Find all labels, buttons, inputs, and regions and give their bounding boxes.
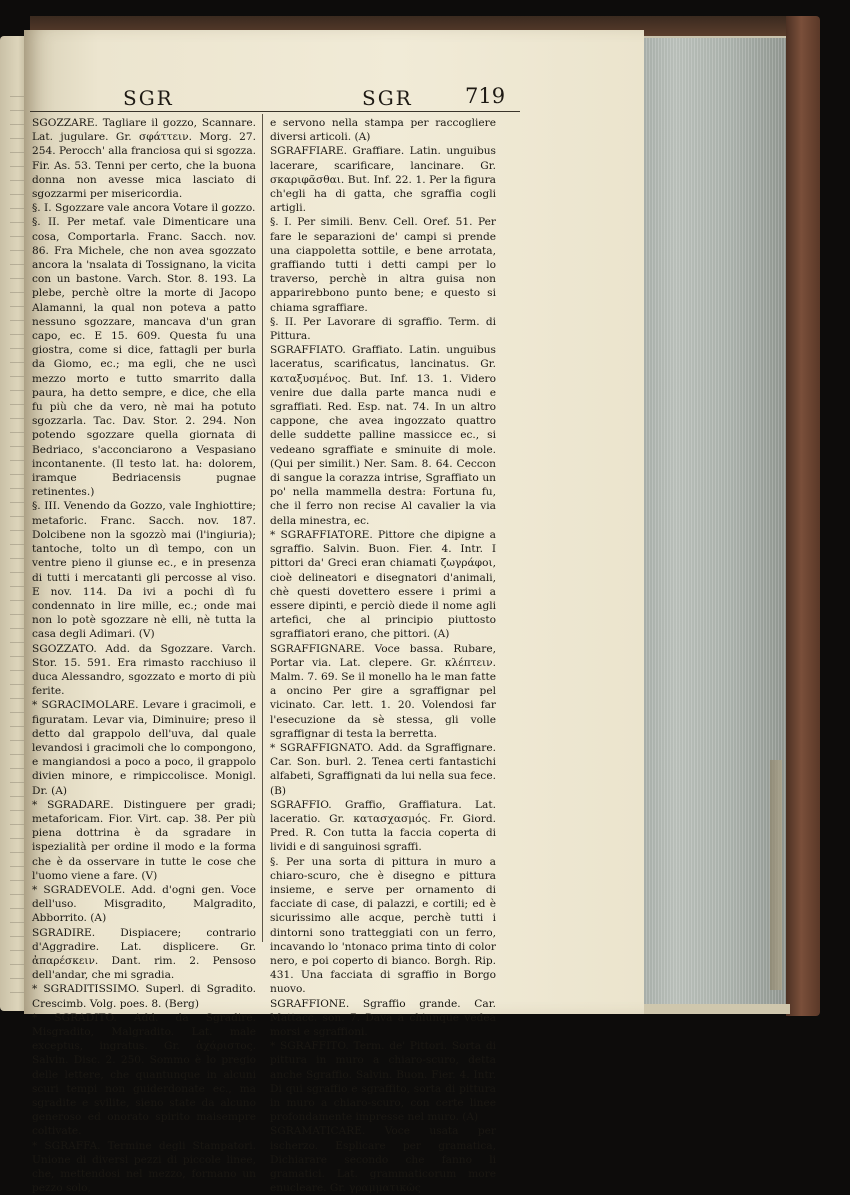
dictionary-entry: * SGRAFFIATORE. Pittore che dipigne a sgraffio. Salvin. Buon. Fier. 4. Intr. I pittori da' Greci eran chiamati ζωγράφοι, cioè delineatori e disegnatori d'animali, chè questi dovettero essere i primi a essere dipinti, e perciò diede il nome agli artefici, che al principio piuttosto sgraffiatori erano, che pittori. (A) [270,528,496,641]
dictionary-entry: SGRAMATICARE. Voce usata per ischerzo. Esplicare per gramatica, Dichiarare secondo che fanno li gramatici. Lat. grammaticorum more enucleare. Gr. γραμματικῶς [270,1125,496,1195]
dictionary-entry: §. I. Sgozzare vale ancora Votare il gozzo. [32,202,256,215]
right-column [270,116,496,1195]
dictionary-entry: §. III. Venendo da Gozzo, vale Inghiottire; metaforic. Franc. Sacch. nov. 187. Dolcibene non la sgozzò mai (l'ingiuria); tantoche, tolto un dì tempo, con un ventre pieno il giunse ec., e in presenza di tutti i mercatanti gli percosse al viso. E nov. 114. Da ivi a pochi dì fu condennato in lire mille, ec.; onde mai non lo potè sgozzare nè elli, nè tutta la casa degli Adimari. (V) [32,500,256,641]
page-block-edge [628,36,786,1010]
dictionary-entry: SGRAFFIO. Graffio, Graffiatura. Lat. laceratio. Gr. κατασχασμός. Fr. Giord. Pred. R. Con tutta la faccia coperta di lividi e di sanguinosi sgraffi. [270,798,496,854]
dictionary-entry: SGRAFFIATO. Graffiato. Latin. unguibus laceratus, scarificatus, lancinatus. Gr. καταξυσμένος. But. Inf. 13. 1. Videro venire due dalla parte manca nudi e sgraffiati. Red. Esp. nat. 74. In un altro cappone, che avea ingozzato quattro delle suddette palline massicce ec., si vedeano sgraffiate e sminuite di mole. (Qui per similit.) Ner. Sam. 8. 64. Ceccon di sangue la corazza intrise, Sgraffiato un po' nella mammella destra: Fortuna fu, che il ferro non recise Al cavalier la via della minestra, ec. [270,344,496,527]
header-rule [30,111,520,112]
dictionary-entry: §. I. Per simili. Benv. Cell. Oref. 51. Per fare le separazioni de' campi si prende una ciappoletta sottile, e bene arrotata, graffiando tutti i detti campi per lo traverso, perchè in altra guisa non apparirebbono punto bene; e questo si chiama sgraffiare. [270,216,496,314]
dictionary-entry: §. Per una sorta di pittura in muro a chiaro-scuro, che è disegno e pittura insieme, e serve per ornamento di facciate di case, di palazzi, e cortili; ed è sicurissimo alle acque, perchè tutti i dintorni sono tratteggiati con un ferro, incavando lo 'ntonaco prima tinto di color nero, e poi coperto di bianco. Borgh. Rip. 431. Una facciata di sgraffio in Borgo nuovo. [270,855,496,996]
dictionary-entry: SGOZZATO. Add. da Sgozzare. Varch. Stor. 15. 591. Era rimasto racchiuso il duca Alessandro, sgozzato e morto di più ferite. [32,642,256,698]
page-number: 719 [465,84,506,108]
page-edge-tab [770,760,782,990]
dictionary-entry: * SGRAFFIGNATO. Add. da Sgraffignare. Car. Son. burl. 2. Tenea certi fantastichi alfabeti, Sgraffignati da lui nella sua fece. (B) [270,741,496,797]
dictionary-entry: * SGRADITISSIMO. Superl. di Sgradito. Crescimb. Volg. poes. 8. (Berg) [32,983,256,1010]
dictionary-entry: e servono nella stampa per raccogliere diversi articoli. (A) [270,117,496,144]
dictionary-entry: * SGRADITO. Add. da Sgradire. Misgradito, Malgradito. Lat. male exceptus, ingratus. Gr. ἀχάριστος. Salvin. Disc. 2. 250. Sommo è lo pregio delle lettere, che quantunque in alcuni scuri tempi non guiderdonate ec., ma sgradite e svilite, sieno state da alcuno generoso ed onorato spirito maisempre coltivate. [32,1011,256,1138]
dictionary-entry: SGRAFFIONE. Sgraffio grande. Car. Mattacc. son. 7. Dava a chiunque vedea morsi e sgraffioni. [270,997,496,1038]
dictionary-entry: * SGRADEVOLE. Add. d'ogni gen. Voce dell'uso. Misgradito, Malgradito, Abborrito. (A) [32,883,256,925]
dictionary-entry: SGRADIRE. Dispiacere; contrario d'Aggradire. Lat. displicere. Gr. ἀπαρέσκειν. Dant. rim. 2. Pensoso dell'andar, che mi sgradia. [32,926,256,982]
dictionary-entry: SGOZZARE. Tagliare il gozzo, Scannare. Lat. jugulare. Gr. σφάττειν. Morg. 27. 254. Perocch' alla franciosa qui si sgozza. Fir. As. 53. Tenni per certo, che la buona donna non avesse mica lasciato di sgozzarmi per misericordia. [32,117,256,201]
left-column [32,116,256,1195]
dictionary-entry: SGRAFFIARE. Graffiare. Latin. unguibus lacerare, scarificare, lancinare. Gr. σκαριφᾶσθαι. But. Inf. 22. 1. Per la figura ch'egli ha di gatta, che sgraffia cogli artigli. [270,145,496,215]
page-block-bottom [620,1004,790,1014]
running-header-right: SGR [362,86,413,110]
dictionary-entry: * SGRADARE. Distinguere per gradi; metaforicam. Fior. Virt. cap. 38. Per più piena dottrina è da sgradare in ispezialità per ordine il modo e la forma che è da osservare in tutte le cose che l'uomo viene a fare. (V) [32,798,256,882]
column-divider [262,114,263,942]
dictionary-entry: §. II. Per metaf. vale Dimenticare una cosa, Comportarla. Franc. Sacch. nov. 86. Fra Michele, che non avea sgozzato ancora la 'nsalata di Tossignano, la vicita con un bastone. Varch. Stor. 8. 193. La plebe, perchè oltre la morte di Jacopo Alamanni, la qual non poteva a patto nessuno sgozzare, mancava d'un gran capo, ec. E 15. 609. Questa fu una giostra, come si dice, fattagli per burla da Giomo, ec.; ma egli, che ne uscì mezzo morto e tutto smarrito dalla paura, ha detto sempre, e dice, che ella fu più che da vero, nè mai ha potuto sgozzarla. Tac. Dav. Stor. 2. 294. Non potendo sgozzare quella giornata di Bedriaco, s'acconciarono a Vespasiano incontanente. (Il testo lat. ha: dolorem, iramque Bedriacensis pugnae retinentes.) [32,216,256,499]
dictionary-entry: SGRAFFIGNARE. Voce bassa. Rubare, Portar via. Lat. clepere. Gr. κλέπτειν. Malm. 7. 69. Se il monello ha le man fatte a oncino Per gire a sgraffignar pel vicinato. Car. lett. 1. 20. Volendosi far l'esecuzione da sè stessa, gli volle sgraffignar di testa la berretta. [270,642,496,740]
book-cover-right [786,16,820,1016]
running-header-left: SGR [123,86,174,110]
dictionary-entry: * SGRACIMOLARE. Levare i gracimoli, e figuratam. Levar via, Diminuire; preso il detto dal grappolo dell'uva, dal quale levandosi i gracimoli che lo compongono, e mangiandosi a poco a poco, il grappolo divien minore, e rimpiccolisce. Monigl. Dr. (A) [32,699,256,797]
dictionary-entry: * SGRAFFA. Termine degli Stampatori. Unione di diversi pezzi di piccole linee, che, mettendosi nel mezzo, formano un pezzo solo, [32,1139,256,1195]
dictionary-entry: §. II. Per Lavorare di sgraffio. Term. di Pittura. [270,315,496,343]
dictionary-entry: * SGRAFFITO. Term. de' Pittori. Sorta di pittura in muro a chiaro-scuro, detta anche Sgraffio. Salvin. Buon. Fier. 4. Intr. Di qui sgraffio e sgraffito, sorta di pittura in muro a chiaro-scuro, con certe linee profondamente impresse nel muro. (A) [270,1040,496,1124]
